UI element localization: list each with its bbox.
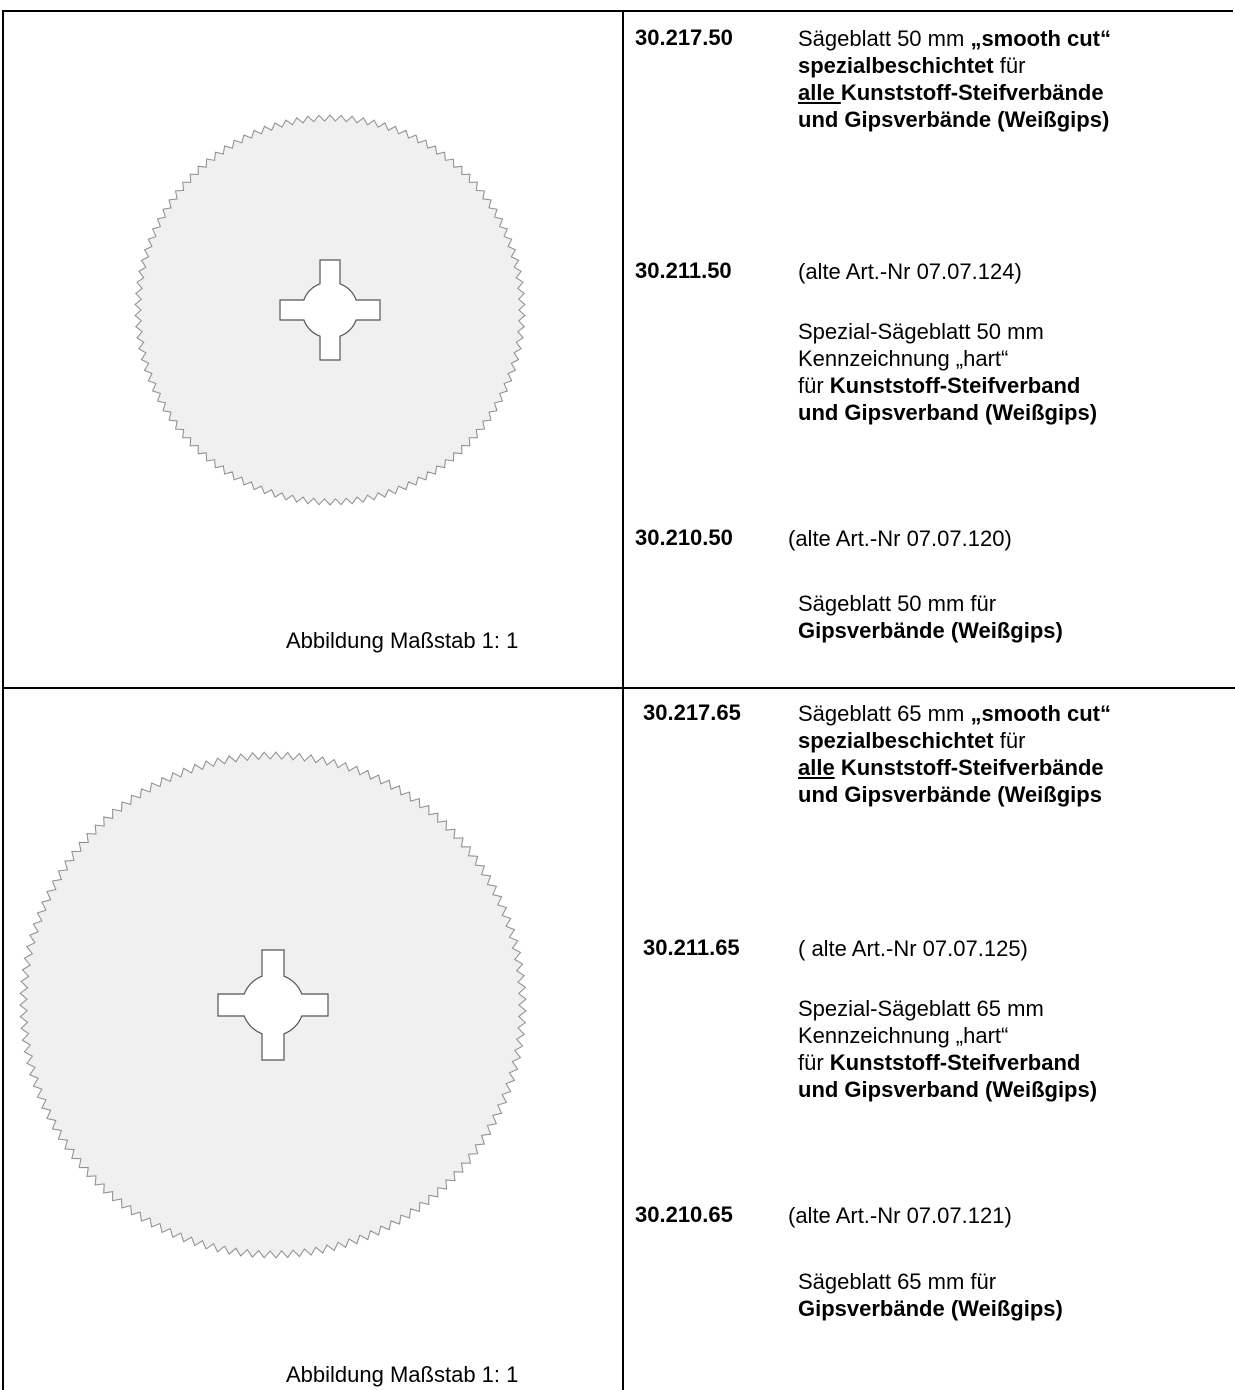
description-line	[798, 345, 1097, 372]
product-description	[798, 1268, 1063, 1322]
text-run: Kunststoff-Steifverband	[829, 373, 1081, 398]
old-article-number: ( alte Art.-Nr 07.07.125)	[798, 936, 1028, 961]
description-line	[798, 617, 1063, 644]
description-line	[798, 1268, 1063, 1295]
old-article-number: (alte Art.-Nr 07.07.120)	[788, 526, 1012, 551]
product-description	[798, 590, 1063, 644]
description-line	[798, 1076, 1097, 1103]
table-border-top	[2, 10, 1233, 12]
text-run: Kunststoff-Steifverband	[829, 1050, 1081, 1075]
text-run: alle	[798, 80, 841, 105]
description-line	[798, 1022, 1097, 1049]
article-number: 30.210.65	[635, 1202, 733, 1227]
text-run: Spezial-Sägeblatt 50 mm	[798, 319, 1044, 344]
text-run: Sägeblatt 50 mm	[798, 26, 971, 51]
article-number: 30.211.65	[643, 935, 740, 960]
text-run: für	[993, 728, 1026, 753]
text-run: Gipsverbände (Weißgips)	[798, 1296, 1063, 1321]
saw-blade-65mm-icon	[18, 750, 528, 1260]
text-run: Sägeblatt 65 mm für	[798, 1269, 997, 1294]
product-description	[798, 700, 1111, 808]
product-description	[798, 318, 1097, 426]
description-line	[798, 700, 1111, 727]
description-line	[798, 106, 1111, 133]
description-line	[798, 1049, 1097, 1076]
description-line	[798, 1295, 1063, 1322]
description-line	[798, 399, 1097, 426]
old-article-number: (alte Art.-Nr 07.07.121)	[788, 1203, 1012, 1228]
text-run: und Gipsverbände (Weißgips)	[798, 107, 1110, 132]
text-run: Kennzeichnung „hart“	[798, 1023, 1009, 1048]
text-run: Sägeblatt 65 mm	[798, 701, 971, 726]
description-line	[798, 372, 1097, 399]
text-run: und Gipsverbände (Weißgips	[798, 782, 1102, 807]
description-line	[798, 52, 1111, 79]
old-article-number: (alte Art.-Nr 07.07.124)	[798, 259, 1022, 284]
article-number: 30.217.50	[635, 25, 733, 50]
text-run: Gipsverbände (Weißgips)	[798, 618, 1063, 643]
product-description	[798, 25, 1111, 133]
figure-caption: Abbildung Maßstab 1: 1	[286, 1362, 519, 1387]
article-number: 30.211.50	[635, 258, 732, 283]
description-line	[798, 25, 1111, 52]
text-run: Kennzeichnung „hart“	[798, 346, 1009, 371]
description-line	[798, 727, 1111, 754]
text-run: und Gipsverband (Weißgips)	[798, 400, 1098, 425]
article-number: 30.210.50	[635, 525, 733, 550]
article-number: 30.217.65	[643, 700, 741, 725]
text-run: Spezial-Sägeblatt 65 mm	[798, 996, 1044, 1021]
table-row-divider	[2, 687, 1235, 689]
text-run: Kunststoff-Steifverbände	[840, 80, 1104, 105]
text-run: für	[798, 1050, 830, 1075]
product-description	[798, 995, 1097, 1103]
description-line	[798, 590, 1063, 617]
text-run: für	[798, 373, 830, 398]
saw-blade-50mm-icon	[130, 110, 530, 510]
text-run: alle	[798, 755, 835, 780]
text-run: spezialbeschichtet	[798, 728, 994, 753]
text-run: und Gipsverband (Weißgips)	[798, 1077, 1098, 1102]
text-run: Sägeblatt 50 mm für	[798, 591, 997, 616]
description-line	[798, 781, 1111, 808]
text-run: Kunststoff-Steifverbände	[834, 755, 1104, 780]
description-line	[798, 995, 1097, 1022]
description-line	[798, 79, 1111, 106]
description-line	[798, 318, 1097, 345]
figure-caption: Abbildung Maßstab 1: 1	[286, 628, 519, 653]
text-run: spezialbeschichtet	[798, 53, 994, 78]
text-run: für	[993, 53, 1026, 78]
table-column-divider	[622, 10, 624, 1390]
table-border-left	[2, 10, 4, 1390]
text-run: „smooth cut“	[970, 26, 1111, 51]
text-run: „smooth cut“	[970, 701, 1111, 726]
description-line	[798, 754, 1111, 781]
